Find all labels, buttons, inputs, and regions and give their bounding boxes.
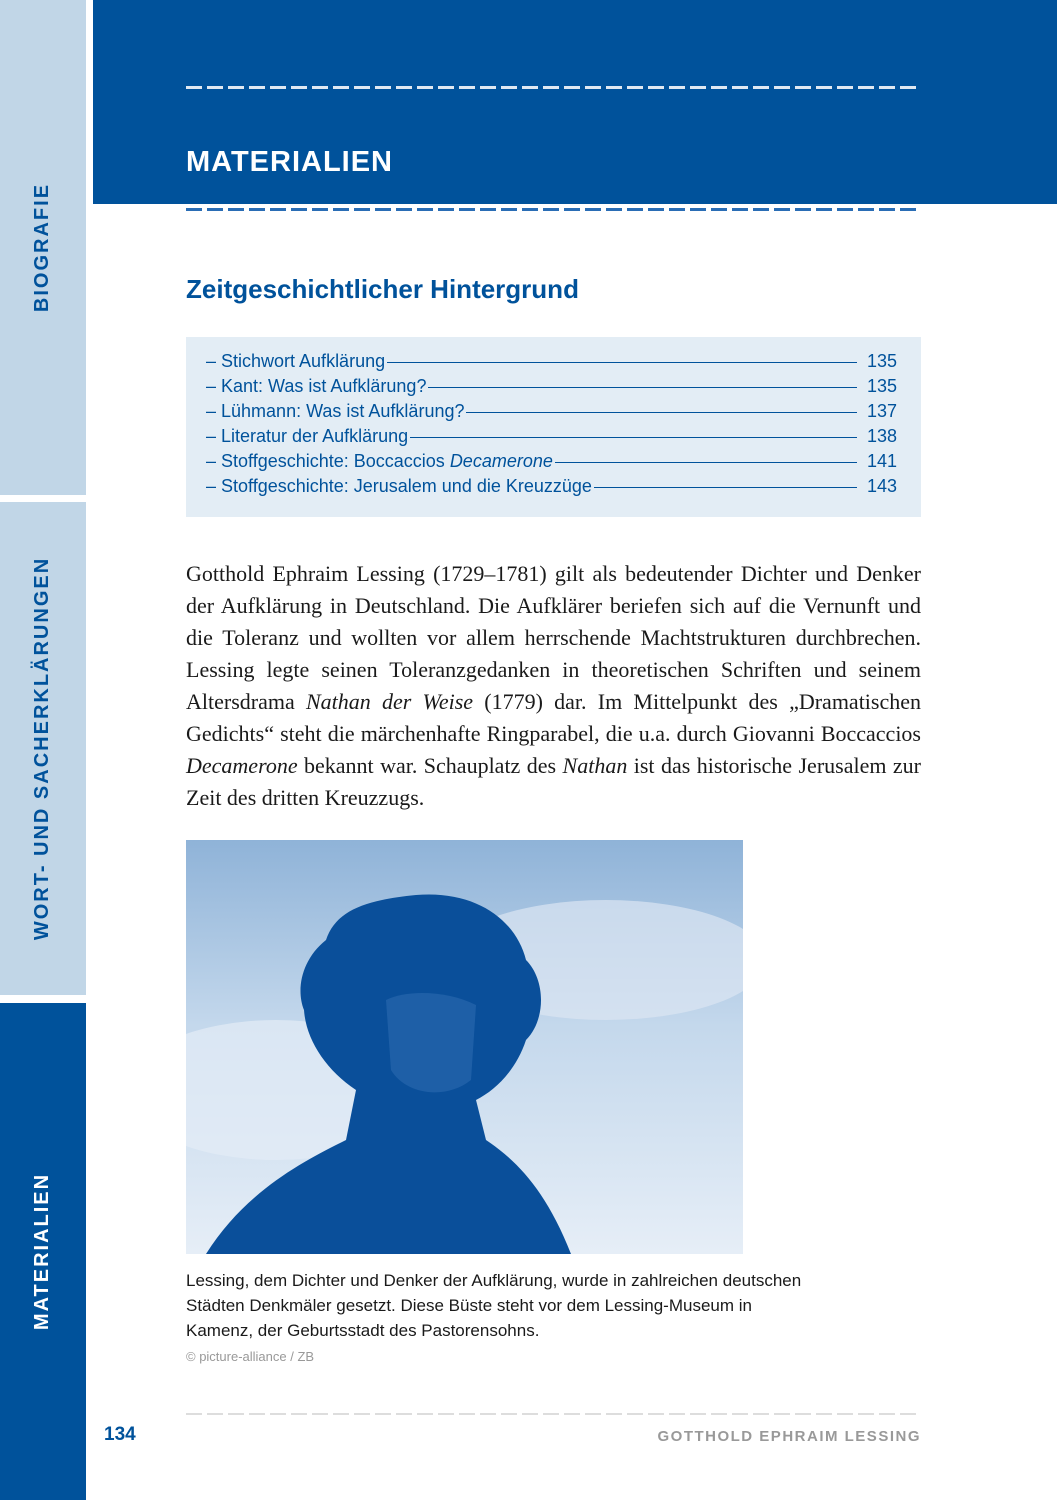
toc-item[interactable] [206, 376, 897, 401]
toc-page: 141 [866, 451, 897, 471]
toc-item[interactable] [206, 451, 897, 476]
tab-label: MATERIALIEN [31, 1172, 54, 1331]
toc-page: 135 [866, 351, 897, 371]
toc-label: – Literatur der Aufklärung [206, 426, 409, 446]
toc-page: 137 [866, 401, 897, 421]
toc-page: 143 [866, 476, 897, 496]
figure-caption: Lessing, dem Dichter und Denker der Aufklärung, wurde in zahlreichen deutschen Städten Denkmäler gesetzt. Diese Büste steht vor dem Lessing-Museum in Kamenz, der Geburtsstadt des Pastorensohns. [186, 1271, 802, 1340]
leader-line [428, 387, 857, 388]
leader-line [387, 362, 857, 363]
tab-biografie[interactable] [0, 0, 86, 495]
body-text: Gotthold Ephraim Lessing (1729–1781) gilt als bedeutender Dichter und Denker der Aufklärung in Deutschland. Die Aufklärer beriefen sich auf die Vernunft und die Toleranz und wollten vor allem herrschende Machtstrukturen durchbrechen. Lessing legte seinen Toleranzgedanken in theoretischen Schriften und seinem Altersdrama Nathan der Weise (1779) dar. Im Mittelpunkt des „Dramatischen Gedichts“ steht die märchenhafte Ringparabel, die u.a. durch Giovanni Boccaccios Decamerone bekannt war. Schauplatz des Nathan ist das historische Jerusalem zur Zeit des dritten Kreuzzugs. [186, 561, 922, 810]
toc-page: 138 [866, 426, 897, 446]
toc-item[interactable] [206, 426, 897, 451]
running-title: GOTTHOLD EPHRAIM LESSING [657, 1428, 921, 1445]
toc-label: – Stichwort Aufklärung [206, 351, 386, 371]
toc-label: – Lühmann: Was ist Aufklärung? [206, 401, 465, 421]
section-title: Zeitgeschichtlicher Hintergrund [186, 274, 579, 304]
toc-label: – Stoffgeschichte: Jerusalem und die Kreuzzüge [206, 476, 592, 496]
tab-wort-und-sacherklaerungen[interactable] [0, 502, 86, 995]
toc-page: 135 [866, 376, 897, 396]
leader-line [466, 412, 856, 413]
tab-materialien[interactable] [0, 1003, 86, 1500]
leader-line [555, 462, 857, 463]
leader-line [410, 437, 857, 438]
page-number: 134 [104, 1424, 136, 1445]
photo-credit: © picture-alliance / ZB [186, 1349, 315, 1364]
table-of-contents [186, 337, 921, 517]
footer-divider [186, 1413, 921, 1415]
divider [186, 86, 921, 89]
tab-label: BIOGRAFIE [31, 182, 54, 313]
toc-item[interactable] [206, 351, 897, 376]
leader-line [594, 487, 857, 488]
toc-item[interactable] [206, 476, 897, 501]
chapter-title: MATERIALIEN [186, 146, 394, 178]
toc-label: – Kant: Was ist Aufklärung? [206, 376, 427, 396]
divider [186, 208, 921, 211]
tab-label: WORT- UND SACHERKLÄRUNGEN [31, 556, 54, 941]
lessing-bust-photo [186, 840, 743, 1254]
toc-label: – Stoffgeschichte: Boccaccios Decamerone [206, 451, 553, 471]
toc-item[interactable] [206, 401, 897, 426]
